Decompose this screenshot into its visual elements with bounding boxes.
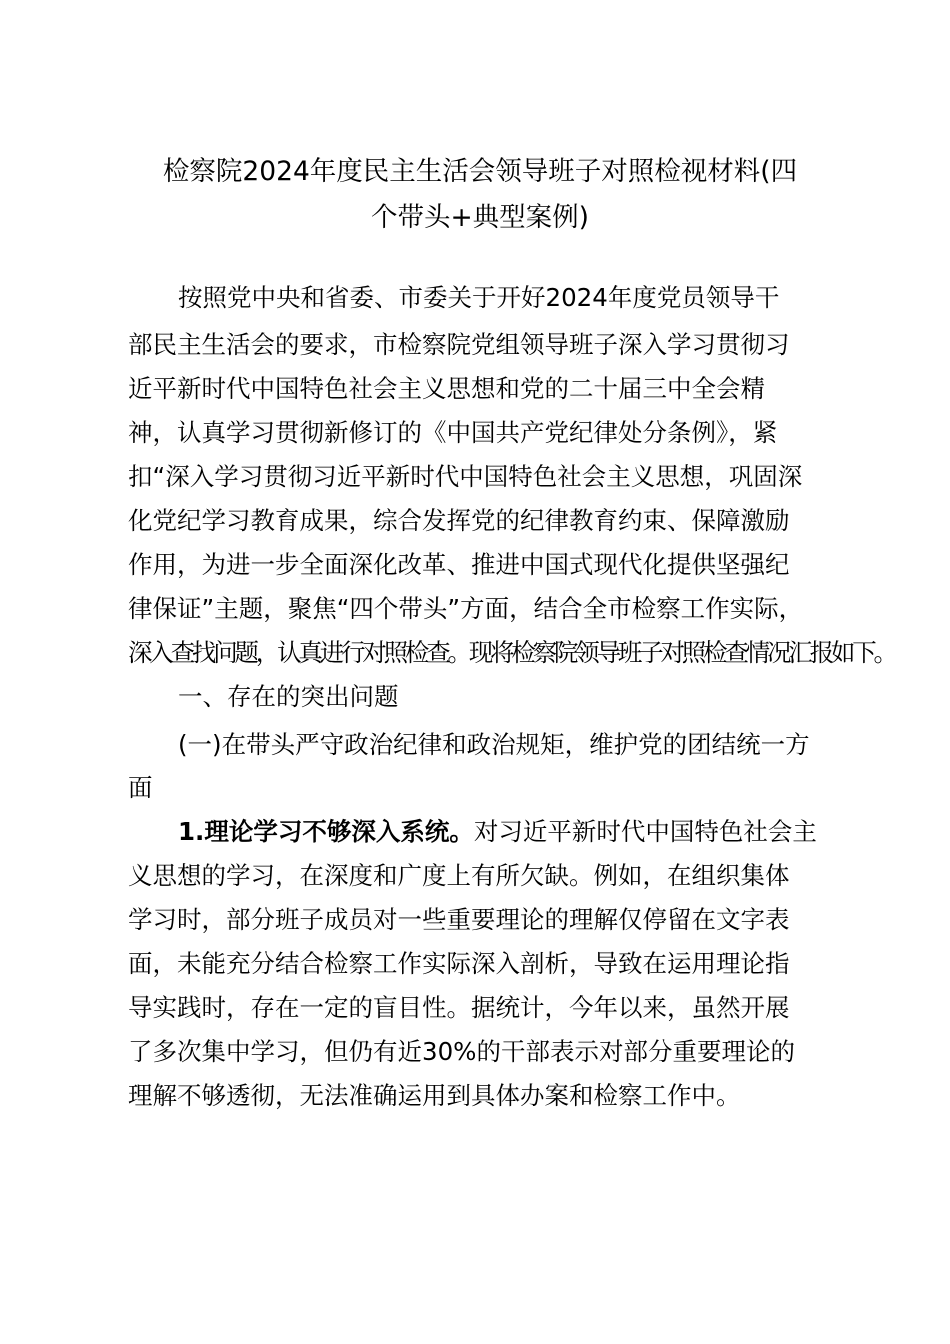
item-paragraph-line: 理解不够透彻，无法准确运用到具体办案和检察工作中。 bbox=[128, 1081, 741, 1110]
intro-paragraph-line: 近平新时代中国特色社会主义思想和党的二十届三中全会精 bbox=[128, 374, 765, 403]
item-text: 对习近平新时代中国特色社会主 bbox=[473, 817, 817, 846]
item-heading: 1.理论学习不够深入系统。 bbox=[178, 817, 474, 846]
item-paragraph-line: 了多次集中学习，但仍有近30%的干部表示对部分重要理论的 bbox=[128, 1037, 795, 1066]
item-paragraph-line: 导实践时，存在一定的盲目性。据统计，今年以来，虽然开展 bbox=[128, 993, 790, 1022]
intro-paragraph-line: 律保证”主题，聚焦“四个带头”方面，结合全市检察工作实际， bbox=[128, 594, 804, 623]
document-title-line-1: 检察院2024年度民主生活会领导班子对照检视材料(四 bbox=[162, 156, 798, 187]
subsection-heading-line: 面 bbox=[128, 773, 153, 802]
intro-paragraph-line: 按照党中央和省委、市委关于开好2024年度党员领导干 bbox=[178, 283, 780, 312]
item-first-line bbox=[178, 817, 817, 847]
intro-paragraph-line: 作用，为进一步全面深化改革、推进中国式现代化提供坚强纪 bbox=[128, 550, 790, 579]
intro-paragraph-line: 扣“深入学习贯彻习近平新时代中国特色社会主义思想，巩固深 bbox=[128, 462, 803, 491]
intro-paragraph-line: 部民主生活会的要求，市检察院党组领导班子深入学习贯彻习 bbox=[128, 330, 790, 359]
item-paragraph-line: 义思想的学习，在深度和广度上有所欠缺。例如，在组织集体 bbox=[128, 861, 790, 890]
intro-paragraph-line: 化党纪学习教育成果，综合发挥党的纪律教育约束、保障激励 bbox=[128, 506, 790, 535]
section-heading: 一、存在的突出问题 bbox=[178, 682, 399, 711]
document-title-line-2: 个带头+典型案例) bbox=[370, 202, 590, 233]
item-paragraph-line: 面，未能充分结合检察工作实际深入剖析，导致在运用理论指 bbox=[128, 949, 790, 978]
intro-paragraph-line: 神，认真学习贯彻新修订的《中国共产党纪律处分条例》，紧 bbox=[128, 418, 778, 447]
intro-paragraph-line: 深入查找问题，认真进行对照检查。现将检察院领导班子对照检查情况汇报如下。 bbox=[128, 638, 895, 667]
subsection-heading-line: (一)在带头严守政治纪律和政治规矩，维护党的团结统一方 bbox=[178, 730, 810, 759]
item-paragraph-line: 学习时，部分班子成员对一些重要理论的理解仅停留在文字表 bbox=[128, 905, 790, 934]
